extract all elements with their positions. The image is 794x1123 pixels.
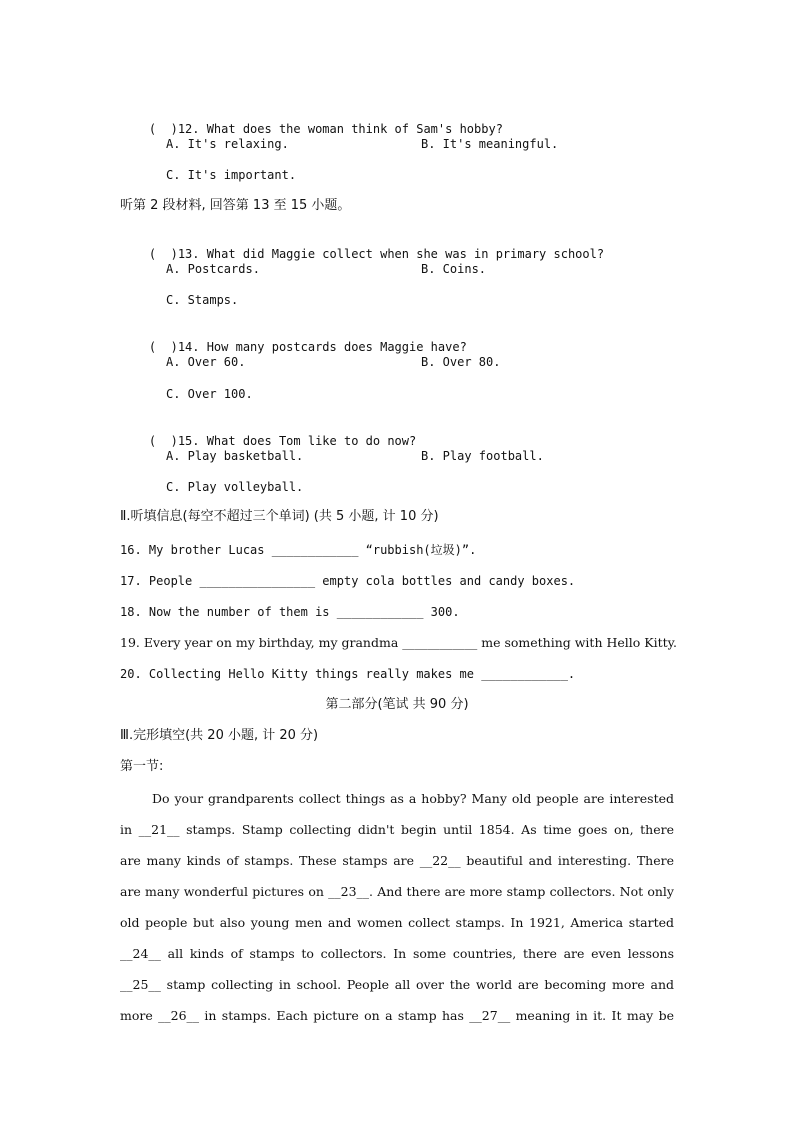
fill-line-16: 16. My brother Lucas ____________ “rubbish(垃圾)”. [120, 543, 477, 557]
option-a: A. Over 60. [166, 355, 246, 369]
fill-line-19: 19. Every year on my birthday, my grandma ____________ me something with Hello Kitty. [120, 635, 678, 650]
passage-line: in __21__ stamps. Stamp collecting didn't begin until 1854. As time goes on, there [120, 822, 674, 837]
section-iii-title: Ⅲ.完形填空(共 20 小题, 计 20 分) [120, 728, 319, 743]
passage-line: old people but also young men and women collect stamps. In 1921, America started [120, 915, 674, 930]
option-c: C. Play volleyball. [166, 480, 304, 494]
option-a: A. It's relaxing. [166, 137, 289, 151]
fill-line-18: 18. Now the number of them is ____________ 300. [120, 605, 460, 619]
option-a: A. Play basketball. [166, 449, 304, 463]
option-b: B. It's meaningful. [421, 137, 559, 151]
section-label: 第一节: [120, 759, 164, 774]
fill-line-17: 17. People ________________ empty cola bottles and candy boxes. [120, 574, 576, 588]
material-2-intro: 听第 2 段材料, 回答第 13 至 15 小题。 [120, 198, 351, 213]
passage-line: __25__ stamp collecting in school. People all over the world are becoming more and [120, 977, 674, 992]
option-c: C. Stamps. [166, 293, 239, 307]
question-stem: 12. What does the woman think of Sam's hobby? [177, 122, 503, 136]
option-b: B. Over 80. [421, 355, 501, 369]
passage-line: are many kinds of stamps. These stamps are __22__ beautiful and interesting. There [120, 853, 674, 868]
option-c: C. It's important. [166, 168, 297, 182]
answer-bracket[interactable]: ( ) [148, 247, 178, 261]
passage-line: Do your grandparents collect things as a hobby? Many old people are interested [152, 791, 674, 806]
question-stem: 14. How many postcards does Maggie have? [177, 340, 467, 354]
question-stem: 13. What did Maggie collect when she was in primary school? [177, 247, 605, 261]
passage-line: __24__ all kinds of stamps to collectors. In some countries, there are even lessons [120, 946, 674, 961]
answer-bracket[interactable]: ( ) [148, 340, 178, 354]
fill-line-20: 20. Collecting Hello Kitty things really makes me ____________. [120, 667, 576, 681]
answer-bracket[interactable]: ( ) [148, 434, 178, 448]
option-c: C. Over 100. [166, 387, 253, 401]
option-a: A. Postcards. [166, 262, 260, 276]
passage-line: more __26__ in stamps. Each picture on a stamp has __27__ meaning in it. It may be [120, 1008, 674, 1023]
passage-line: are many wonderful pictures on __23__. And there are more stamp collectors. Not only [120, 884, 674, 899]
option-b: B. Coins. [421, 262, 487, 276]
option-b: B. Play football. [421, 449, 544, 463]
question-stem: 15. What does Tom like to do now? [177, 434, 417, 448]
cloze-passage [120, 783, 674, 1031]
part-2-title: 第二部分(笔试 共 90 分) [325, 697, 469, 712]
answer-bracket[interactable]: ( ) [148, 122, 178, 136]
section-ii-title: Ⅱ.听填信息(每空不超过三个单词) (共 5 小题, 计 10 分) [120, 509, 439, 524]
